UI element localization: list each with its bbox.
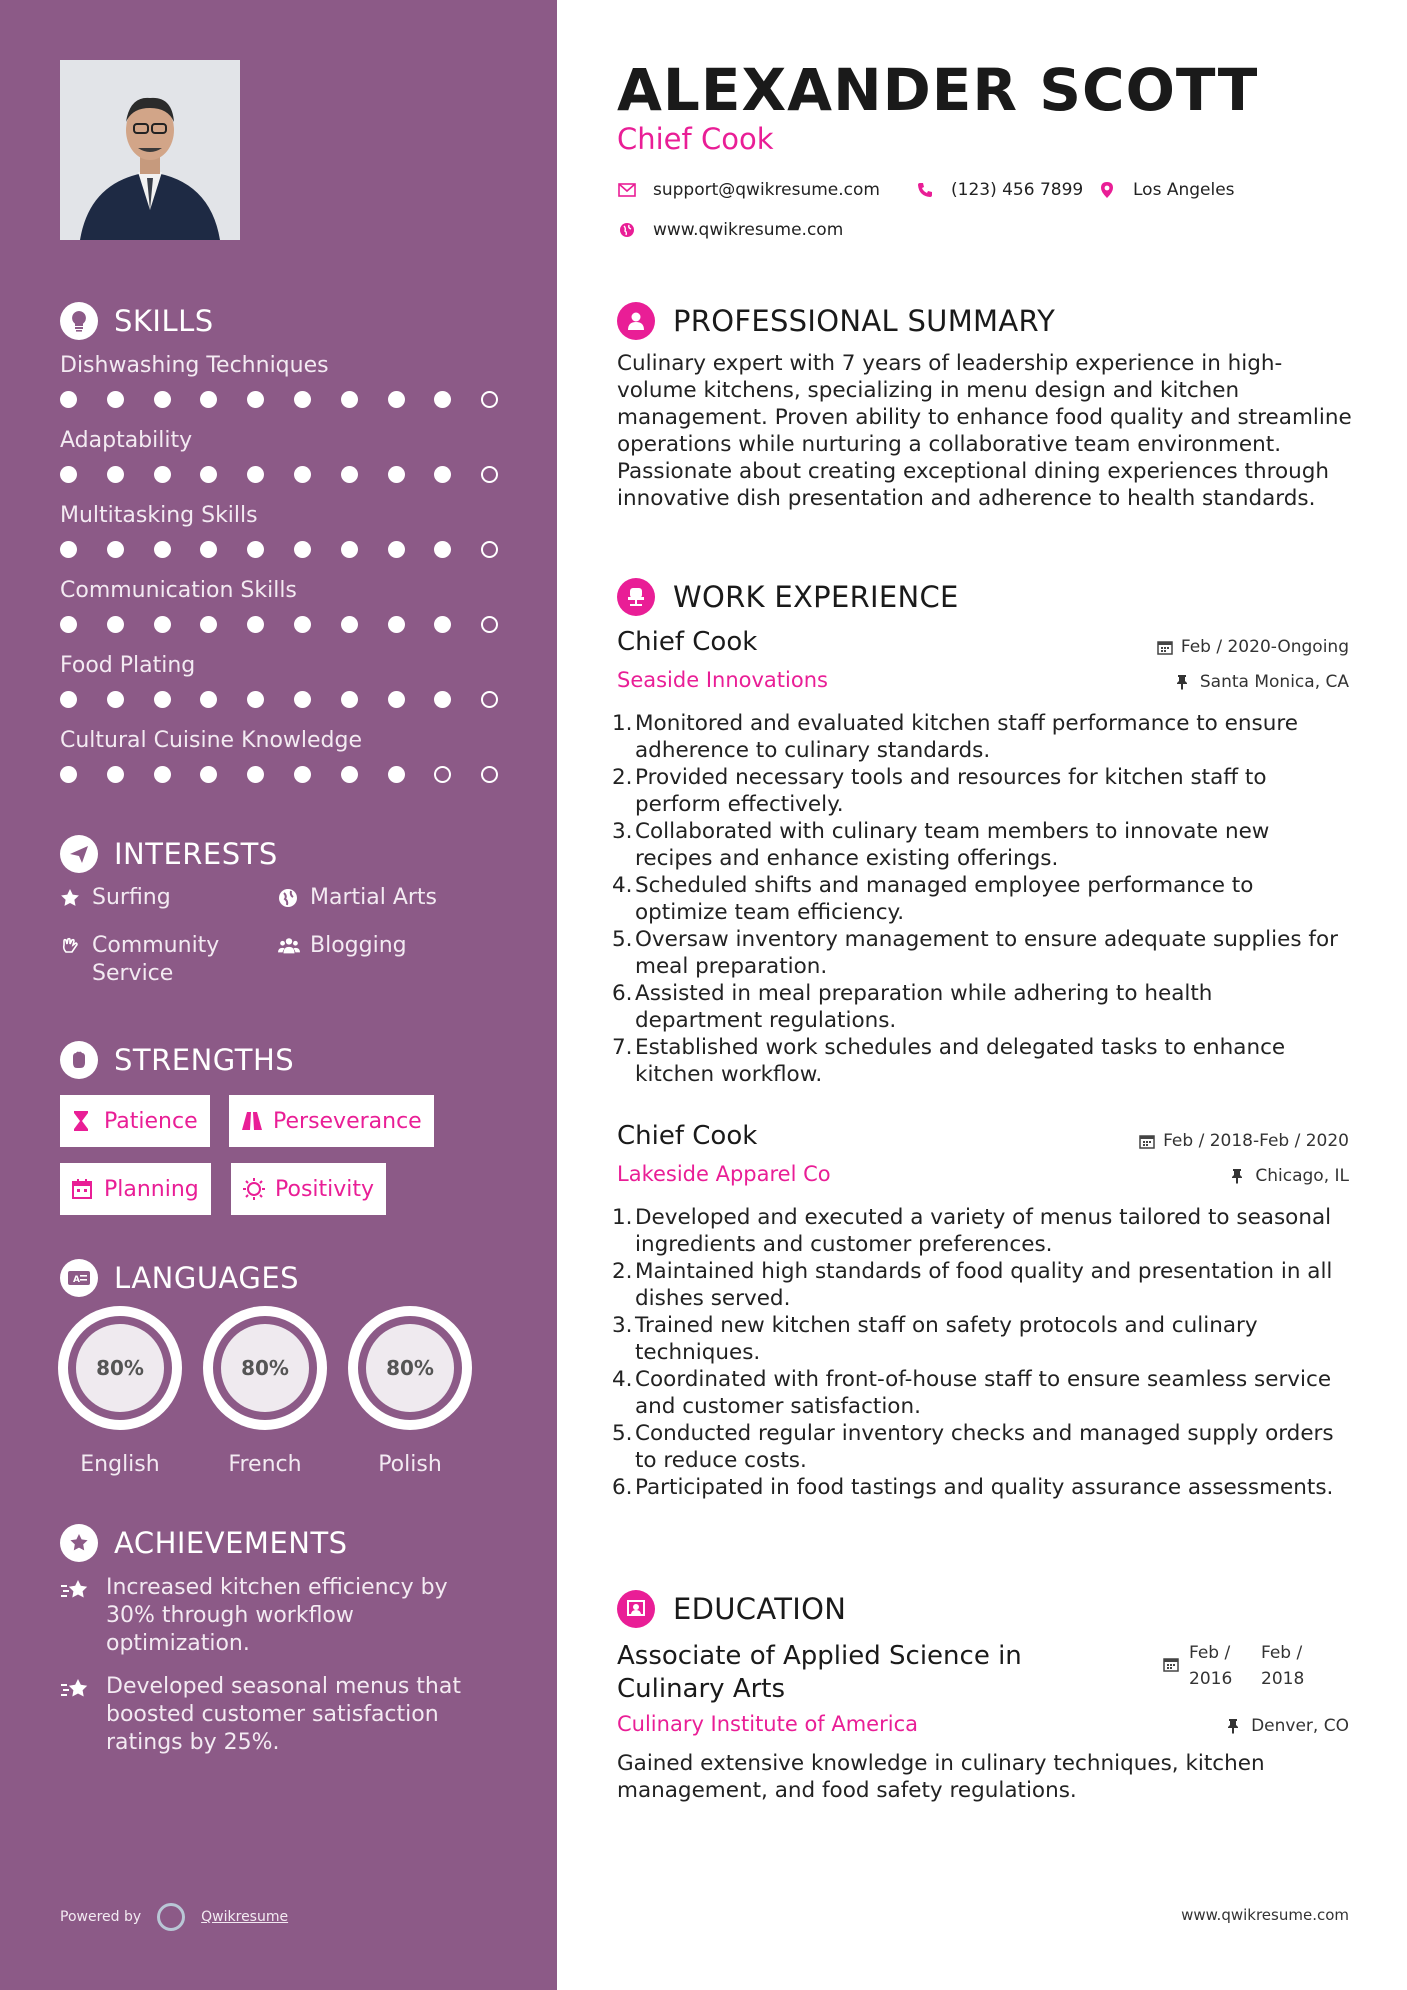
education-dates: [1163, 1640, 1309, 1692]
interests-heading: [60, 832, 278, 876]
rating-dot-empty: [481, 541, 498, 558]
language-percent: 80%: [366, 1324, 454, 1412]
job-dates: [1157, 637, 1349, 657]
rating-dot-filled: [247, 691, 264, 708]
summary-title: PROFESSIONAL SUMMARY: [673, 304, 1056, 338]
rating-dot-filled: [154, 541, 171, 558]
contact-location: [1097, 180, 1235, 200]
rating-dot-filled: [60, 691, 77, 708]
sun-icon: [243, 1178, 265, 1200]
user-icon: [617, 302, 655, 340]
rating-dot-filled: [200, 466, 217, 483]
rating-dot-filled: [388, 466, 405, 483]
rating-dot-empty: [481, 691, 498, 708]
job-location-text: Chicago, IL: [1255, 1166, 1349, 1186]
envelope-icon: [617, 180, 637, 200]
company-name: Seaside Innovations: [617, 668, 828, 692]
rating-dot-filled: [247, 766, 264, 783]
email-text: support@qwikresume.com: [653, 180, 880, 200]
rating-dot-empty: [481, 466, 498, 483]
contact-email[interactable]: [617, 180, 880, 200]
list-item: 5. Conducted regular inventory checks and managed supply orders to reduce costs.: [612, 1421, 1334, 1473]
rating-dot-filled: [294, 391, 311, 408]
list-item: 2. Provided necessary tools and resources for kitchen staff to perform effectively.: [612, 765, 1267, 817]
rating-dot-filled: [388, 616, 405, 633]
candidate-name: ALEXANDER SCOTT: [617, 56, 1259, 124]
hourglass-icon: [72, 1110, 94, 1132]
strengths-heading: [60, 1038, 294, 1082]
skill-item: [60, 726, 500, 786]
rating-dot-filled: [294, 541, 311, 558]
education-end: Feb / 2018: [1261, 1643, 1305, 1689]
strength-patience: [60, 1095, 210, 1147]
rating-dot-filled: [388, 391, 405, 408]
achievement-item: [60, 1574, 500, 1658]
rating-dot-filled: [341, 391, 358, 408]
list-item: 3. Trained new kitchen staff on safety protocols and culinary techniques.: [612, 1313, 1258, 1365]
language-name: English: [80, 1452, 160, 1477]
rating-dot-filled: [200, 616, 217, 633]
achievements-title: ACHIEVEMENTS: [114, 1526, 348, 1560]
skills-title: SKILLS: [114, 304, 214, 338]
star-icon: [60, 884, 82, 912]
contact-phone[interactable]: [915, 180, 1083, 200]
skill-item: [60, 501, 500, 561]
rating-dot-empty: [481, 391, 498, 408]
skill-name: Multitasking Skills: [60, 503, 258, 528]
strength-label: Perseverance: [273, 1108, 422, 1134]
list-item: 2. Maintained high standards of food quality and presentation in all dishes served.: [612, 1259, 1333, 1311]
job-title: Chief Cook: [617, 627, 758, 657]
interest-label: Blogging: [310, 933, 407, 958]
rating-dot-filled: [200, 691, 217, 708]
experience-title: WORK EXPERIENCE: [673, 580, 959, 614]
experience-heading: [617, 575, 959, 619]
list-item: 4. Coordinated with front-of-house staff to ensure seamless service and customer satisfaction.: [612, 1367, 1332, 1419]
job-dates: [1139, 1131, 1349, 1151]
rating-dot-filled: [107, 541, 124, 558]
job-dates-text: Feb / 2020-Ongoing: [1180, 637, 1349, 657]
calendar-icon: [1157, 639, 1173, 655]
pushpin-icon: [1227, 1718, 1243, 1734]
rating-dot-filled: [341, 616, 358, 633]
skill-name: Communication Skills: [60, 578, 297, 603]
job-location: [1176, 672, 1349, 692]
language-icon: [60, 1259, 98, 1297]
rating-dot-filled: [200, 766, 217, 783]
list-item: 4. Scheduled shifts and managed employee performance to optimize team efficiency.: [612, 873, 1254, 925]
graduation-icon: [617, 1590, 655, 1628]
rating-dot-filled: [107, 466, 124, 483]
svg-text:A: A: [73, 1275, 80, 1285]
qwikresume-link[interactable]: Qwikresume: [201, 1909, 289, 1925]
strength-label: Planning: [104, 1176, 199, 1202]
achievement-text: Developed seasonal menus that boosted customer satisfaction ratings by 25%.: [106, 1674, 461, 1755]
strength-label: Patience: [104, 1108, 198, 1134]
rating-dot-filled: [60, 541, 77, 558]
achievement-text: Increased kitchen efficiency by 30% through workflow optimization.: [106, 1575, 448, 1656]
phone-text: (123) 456 7899: [951, 180, 1084, 200]
job-dates-text: Feb / 2018-Feb / 2020: [1163, 1131, 1349, 1151]
map-pin-icon: [1097, 180, 1117, 200]
list-item: 6. Participated in food tastings and quality assurance assessments.: [612, 1475, 1334, 1500]
rating-dot-filled: [107, 691, 124, 708]
skill-name: Adaptability: [60, 428, 193, 453]
pushpin-icon: [1176, 674, 1192, 690]
rating-dot-filled: [60, 766, 77, 783]
rating-dot-filled: [200, 391, 217, 408]
interest-surfing: [60, 884, 171, 912]
rating-dot-filled: [247, 616, 264, 633]
rating-dot-filled: [294, 766, 311, 783]
rating-dot-filled: [434, 541, 451, 558]
language-polish: [348, 1306, 472, 1477]
language-ring: [203, 1306, 327, 1430]
interest-label: Martial Arts: [310, 885, 438, 910]
qwikresume-logo-icon: [157, 1903, 185, 1931]
education-location: [1227, 1716, 1349, 1736]
education-location-text: Denver, CO: [1251, 1716, 1349, 1736]
job-bullets: [612, 1204, 1342, 1501]
language-ring: [58, 1306, 182, 1430]
strength-positivity: [231, 1163, 386, 1215]
skill-name: Cultural Cuisine Knowledge: [60, 728, 363, 753]
interest-label: Community Service: [92, 933, 220, 986]
strength-planning: [60, 1163, 211, 1215]
sidebar: [0, 0, 557, 1990]
language-name: French: [228, 1452, 302, 1477]
list-item: 5. Oversaw inventory management to ensure adequate supplies for meal preparation.: [612, 927, 1338, 979]
fist-icon: [60, 1041, 98, 1079]
rating-dot-filled: [294, 691, 311, 708]
lightbulb-icon: [60, 302, 98, 340]
rating-dot-filled: [388, 766, 405, 783]
language-english: [58, 1306, 182, 1477]
rating-dot-filled: [294, 616, 311, 633]
job-title: Chief Cook: [617, 1121, 758, 1151]
globe-icon: [617, 220, 637, 240]
degree-title: Associate of Applied Science in Culinary Arts: [617, 1641, 1022, 1704]
star-burst-icon: [60, 1673, 94, 1757]
rating-dot-filled: [154, 766, 171, 783]
summary-text: Culinary expert with 7 years of leadership experience in high-volume kitchens, specializing in menu design and kitchen management. Proven ability to enhance food quality and streamline operations while nurturing a collaborative team environment. Passionate about creating exceptional dining experiences through innovative dish presentation and adherence to health standards.: [617, 351, 1352, 511]
interests-title: INTERESTS: [114, 837, 278, 871]
interest-community-service: [60, 932, 250, 988]
rating-dot-filled: [60, 466, 77, 483]
footer-url[interactable]: www.qwikresume.com: [1181, 1906, 1349, 1924]
interest-label: Surfing: [92, 885, 171, 910]
language-percent: 80%: [76, 1324, 164, 1412]
job-bullets: [612, 710, 1342, 1088]
education-start: Feb / 2016: [1189, 1643, 1233, 1689]
rating-dot-filled: [107, 766, 124, 783]
company-name: Lakeside Apparel Co: [617, 1162, 831, 1186]
languages-title: LANGUAGES: [114, 1261, 300, 1295]
globe-icon: [278, 884, 300, 912]
rating-dot-filled: [434, 466, 451, 483]
profile-photo: [60, 60, 240, 240]
location-text: Los Angeles: [1133, 180, 1235, 200]
interest-martial-arts: [278, 884, 437, 912]
skill-name: Dishwashing Techniques: [60, 353, 329, 378]
skill-rating: [60, 539, 500, 561]
list-item: 7. Established work schedules and delegated tasks to enhance kitchen workflow.: [612, 1035, 1286, 1087]
language-name: Polish: [378, 1452, 442, 1477]
rating-dot-filled: [388, 541, 405, 558]
rating-dot-filled: [341, 691, 358, 708]
skill-rating: [60, 464, 500, 486]
job-location-text: Santa Monica, CA: [1199, 672, 1349, 692]
powered-by-label: Powered by: [60, 1909, 142, 1925]
education-description: Gained extensive knowledge in culinary techniques, kitchen management, and food safety regulations.: [617, 1751, 1265, 1803]
education-heading: [617, 1587, 846, 1631]
rating-dot-filled: [154, 616, 171, 633]
languages-heading: [60, 1256, 299, 1300]
website-text: www.qwikresume.com: [653, 220, 844, 240]
rating-dot-filled: [154, 691, 171, 708]
rating-dot-filled: [154, 466, 171, 483]
users-icon: [278, 932, 300, 960]
rating-dot-filled: [434, 616, 451, 633]
rating-dot-filled: [434, 691, 451, 708]
language-ring: [348, 1306, 472, 1430]
rating-dot-filled: [294, 466, 311, 483]
school-name: Culinary Institute of America: [617, 1712, 918, 1736]
rating-dot-filled: [247, 541, 264, 558]
strengths-title: STRENGTHS: [114, 1043, 295, 1077]
rating-dot-filled: [60, 391, 77, 408]
rating-dot-filled: [341, 466, 358, 483]
rating-dot-empty: [434, 766, 451, 783]
rating-dot-filled: [247, 391, 264, 408]
summary-heading: [617, 299, 1055, 343]
skill-item: [60, 576, 500, 636]
rating-dot-filled: [388, 691, 405, 708]
hand-icon: [60, 932, 82, 960]
trophy-star-icon: [60, 1524, 98, 1562]
achievements-heading: [60, 1521, 348, 1565]
list-item: 6. Assisted in meal preparation while adhering to health department regulations.: [612, 981, 1213, 1033]
list-item: 1. Monitored and evaluated kitchen staff performance to ensure adherence to culinary standards.: [612, 711, 1298, 763]
calendar-icon: [1163, 1640, 1183, 1692]
rating-dot-filled: [434, 391, 451, 408]
skill-item: [60, 426, 500, 486]
skill-rating: [60, 689, 500, 711]
language-french: [203, 1306, 327, 1477]
contact-website[interactable]: [617, 220, 843, 240]
skill-item: [60, 351, 500, 411]
strength-label: Positivity: [275, 1176, 375, 1202]
powered-by: [60, 1903, 288, 1931]
rating-dot-filled: [341, 541, 358, 558]
paper-plane-icon: [60, 835, 98, 873]
strength-perseverance: [229, 1095, 434, 1147]
star-burst-icon: [60, 1574, 94, 1658]
skill-rating: [60, 389, 500, 411]
interest-blogging: [278, 932, 407, 960]
briefcase-chair-icon: [617, 578, 655, 616]
calendar-icon: [72, 1178, 94, 1200]
rating-dot-filled: [60, 616, 77, 633]
skill-name: Food Plating: [60, 653, 196, 678]
rating-dot-empty: [481, 766, 498, 783]
phone-icon: [915, 180, 935, 200]
job-location: [1231, 1166, 1349, 1186]
rating-dot-empty: [481, 616, 498, 633]
pushpin-icon: [1231, 1168, 1247, 1184]
rating-dot-filled: [247, 466, 264, 483]
skill-rating: [60, 614, 500, 636]
skill-rating: [60, 764, 500, 786]
rating-dot-filled: [107, 391, 124, 408]
rating-dot-filled: [341, 766, 358, 783]
skill-item: [60, 651, 500, 711]
rating-dot-filled: [154, 391, 171, 408]
rating-dot-filled: [200, 541, 217, 558]
candidate-role: Chief Cook: [617, 122, 774, 156]
list-item: 3. Collaborated with culinary team members to innovate new recipes and enhance existing offerings.: [612, 819, 1270, 871]
road-icon: [241, 1110, 263, 1132]
education-title: EDUCATION: [673, 1592, 847, 1626]
language-percent: 80%: [221, 1324, 309, 1412]
achievement-item: [60, 1673, 500, 1757]
list-item: 1. Developed and executed a variety of menus tailored to seasonal ingredients and customer preferences.: [612, 1205, 1332, 1257]
skills-heading: [60, 299, 214, 343]
rating-dot-filled: [107, 616, 124, 633]
calendar-icon: [1139, 1133, 1155, 1149]
